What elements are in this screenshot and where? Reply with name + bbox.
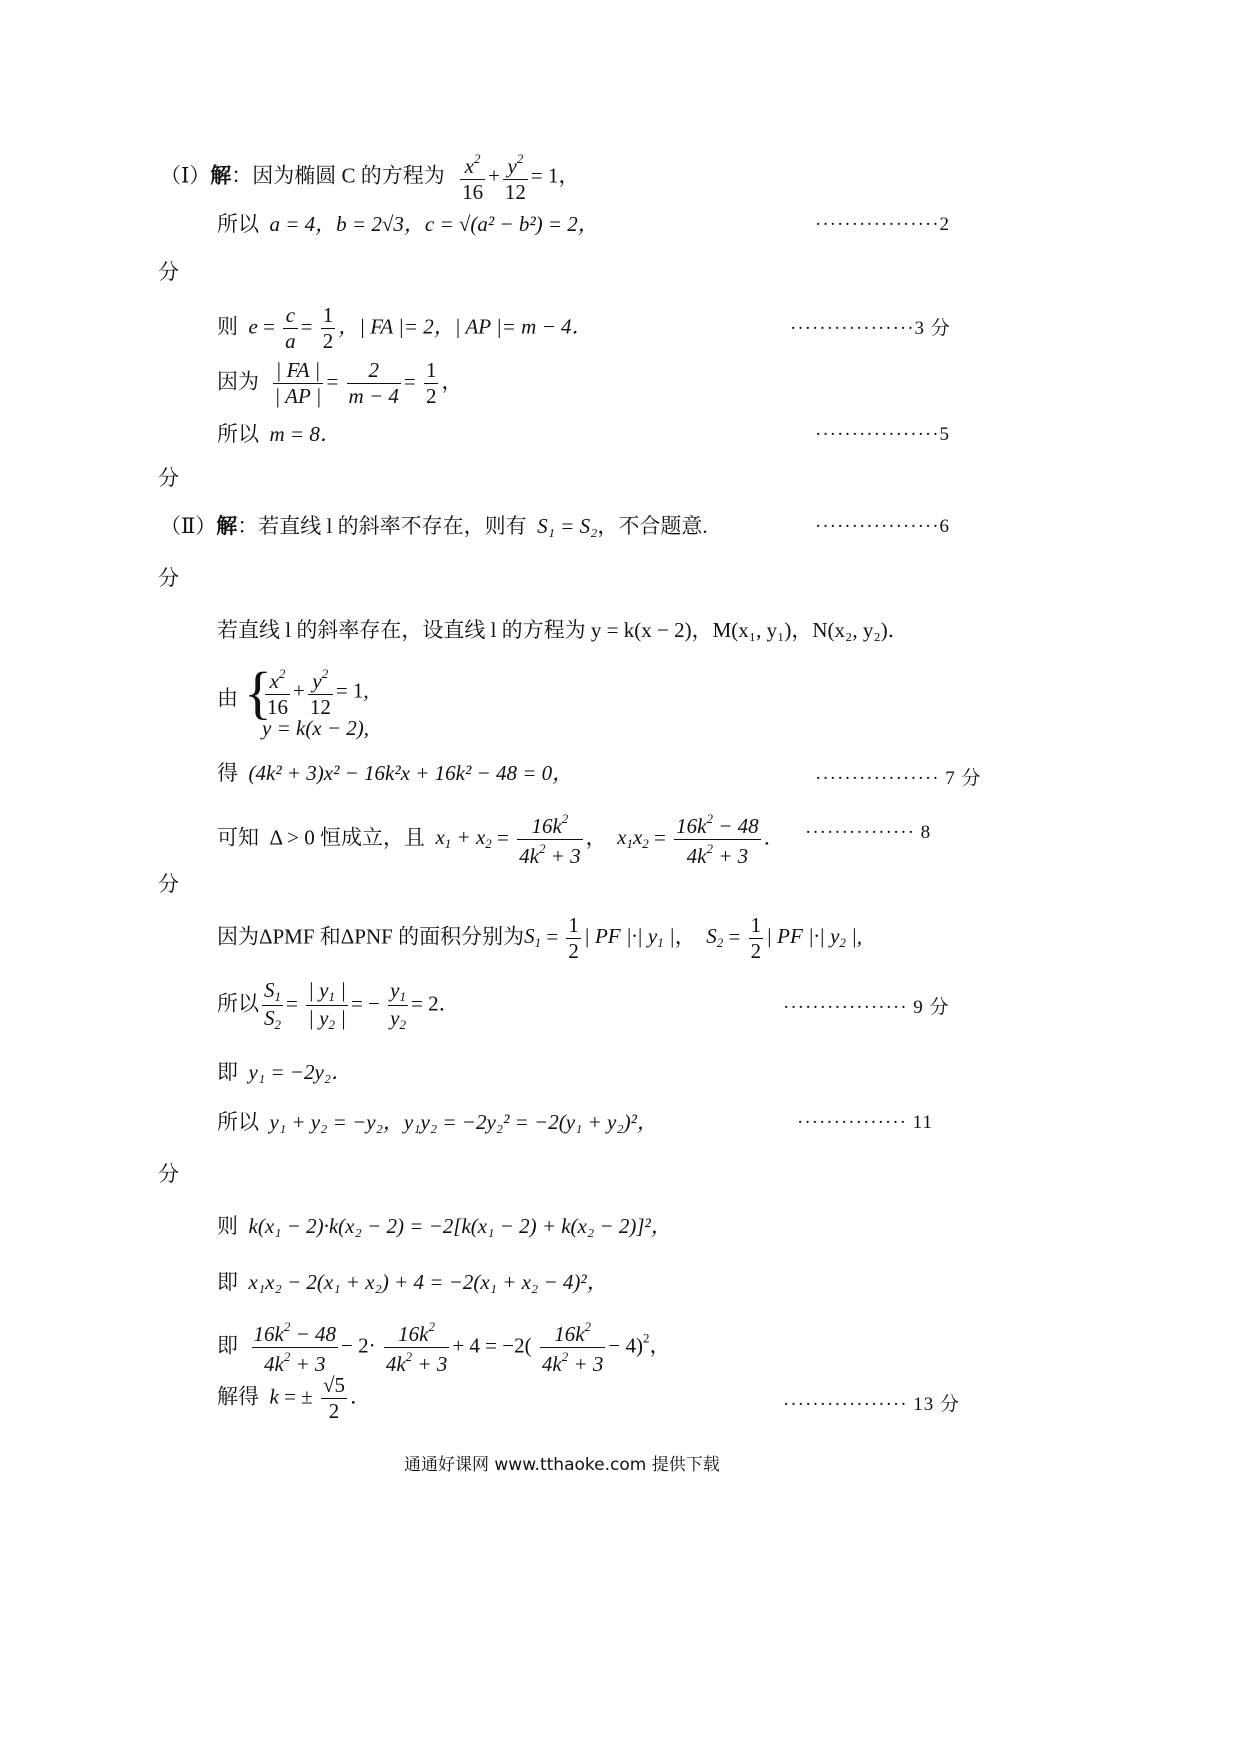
part2-line4-text: 得: [217, 761, 238, 785]
part2-line10-text: 则: [217, 1214, 238, 1238]
part2-line6: 因为ΔPMF 和ΔPNF 的面积分别为$S_1$ = $\frac{1}{2}$ | PF |·| $y_1$ |， $S_2$ = $\frac{1}{2}$ | PF |·| $y_2$ |,: [217, 913, 863, 963]
frac-prod-roots: $\frac{16k^2 - 48}{4k^2 + 3}$: [676, 811, 759, 868]
frac-l12-b: $\frac{16k^2}{4k^2 + 3}$: [385, 1319, 448, 1376]
part2-line2: 若直线 l 的斜率存在，设直线 l 的方程为 y = k(x − 2)，M(x₁, y₁)，N(x₂, y₂)．: [217, 618, 909, 642]
part1-line3: 则 e = $\frac{c}{a}$ = $\frac{1}{2}$ ，| FA |= 2，| AP |= m − 4．: [217, 303, 593, 353]
part1-heading: （Ⅰ）: [160, 163, 211, 188]
frac-abs-y: $\frac{| y_1 |}{| y_2 |}$: [308, 978, 346, 1032]
system-frac-y: $\frac{y^2}{12}$: [309, 666, 331, 719]
part2-line9-text: 所以: [217, 1110, 259, 1134]
frac-half-s2: $\frac{1}{2}$: [750, 913, 762, 963]
part2-line6-text: 因为ΔPMF 和ΔPNF 的面积分别为: [217, 924, 525, 949]
frac-sqrt5-2: $\frac{√5}{2}$: [322, 1373, 345, 1423]
part2-line10-math: k(x₁ − 2)·k(x₂ − 2) = −2[k(x₁ − 2) + k(x₂ − 2)]²，: [248, 1214, 672, 1238]
frac-y1-y2: $\frac{y_1}{y_2}$: [390, 978, 406, 1032]
part1-line4-text: 因为: [217, 369, 259, 394]
part2-line1-text: ：若直线 l 的斜率不存在，则有: [237, 514, 527, 538]
score-11: ··············· 11: [797, 1112, 933, 1133]
frac-c-a: $\frac{c}{a}$: [285, 303, 296, 353]
part1-line3-text: 则: [217, 314, 238, 339]
part2-line9-math: y₁ + y₂ = −y₂，y₁y₂ = −2y₂² = −2(y₁ + y₂)²，: [269, 1110, 658, 1134]
part1-line5-text: 所以: [217, 422, 259, 446]
part1-line3-math: ，| FA |= 2，| AP |= m − 4．: [338, 314, 593, 339]
score-6-wrap: 分: [158, 566, 179, 590]
footer-attribution: 通通好课网 www.tthaoke.com 提供下载: [404, 1455, 720, 1475]
frac-l12-c: $\frac{16k^2}{4k^2 + 3}$: [541, 1319, 604, 1376]
system-eq2: y = k(x − 2),: [262, 716, 370, 740]
part1-line4: 因为 $\frac{| FA |}{| AP |}$ = $\frac{2}{m - 4}$ = $\frac{1}{2}$ ，: [217, 358, 463, 408]
part2-line10: [217, 1216, 672, 1237]
part2-solve-label: 解: [216, 514, 238, 538]
system-eq1: $\frac{x^2}{16}$ + $\frac{y^2}{12}$ = 1,: [267, 666, 369, 719]
part1-line5: [217, 424, 341, 445]
part1-line1: （Ⅰ）解：因为椭圆 C 的方程为 $\frac{x^2}{16}$ + $\frac{y^2}{12}$ = 1，: [160, 151, 580, 204]
part2-line1-math: S₁ = S₂: [537, 514, 598, 538]
part2-line7-text: 所以: [217, 991, 259, 1016]
score-2: ·················2: [815, 214, 951, 235]
part2-line11-text: 即: [217, 1270, 238, 1294]
frac-2-m4: $\frac{2}{m - 4}$: [348, 358, 399, 408]
frac-one-half-1: $\frac{1}{2}$: [322, 303, 334, 353]
part2-line5-math: Δ > 0 恒成立，且: [269, 825, 425, 850]
part2-line9: [217, 1112, 658, 1133]
part2-line11: [217, 1272, 608, 1293]
score-9: ················· 9 分: [783, 997, 950, 1018]
score-3: ·················3 分: [790, 318, 951, 339]
score-5-wrap: 分: [158, 466, 179, 490]
score-7: ················· 7 分: [815, 768, 982, 789]
ellipse-frac-x: $\frac{x^2}{16}$: [462, 151, 484, 204]
part1-line2-math: a = 4，b = 2√3，c = √(a² − b²) = 2，: [269, 212, 599, 236]
part2-heading: （Ⅱ）: [160, 514, 217, 538]
ellipse-frac-y: $\frac{y^2}{12}$: [504, 151, 526, 204]
part2-line3-label: 由: [217, 686, 238, 710]
part1-line1-text: ：因为椭圆 C 的方程为: [231, 163, 445, 188]
part1-line4-end: ，: [441, 369, 463, 394]
part2-line8: [217, 1062, 352, 1083]
score-11-wrap: 分: [158, 1162, 179, 1186]
part1-solve-label: 解: [210, 163, 232, 188]
part2-line4: [217, 763, 573, 784]
part2-line12: 即 $\frac{16k^2 - 48}{4k^2 + 3}$ − 2· $\frac{16k^2}{4k^2 + 3}$ + 4 = −2( $\frac{16k^2}{4k^2 + 3}$ − 4)$^2$，: [217, 1319, 671, 1376]
part2-line1: [160, 516, 708, 537]
score-13: ················· 13 分: [783, 1394, 961, 1415]
part2-line5: 可知 Δ > 0 恒成立，且 $x_1 + x_2$ = $\frac{16k^2}{4k^2 + 3}$ ， $x_1x_2$ = $\frac{16k^2 - 48}{4k^2 + 3}$ ．: [217, 811, 785, 868]
score-8-wrap: 分: [158, 872, 179, 896]
part1-line5-math: m = 8．: [269, 422, 341, 446]
frac-one-half-2: $\frac{1}{2}$: [425, 358, 437, 408]
part2-line1-tail: ，不合题意.: [597, 514, 708, 538]
score-5: ·················5: [815, 424, 951, 445]
part2-line7: 所以 $\frac{S_1}{S_2}$ = $\frac{| y_1 |}{| y_2 |}$ = − $\frac{y_1}{y_2}$ = 2．: [217, 978, 460, 1032]
frac-l12-a: $\frac{16k^2 - 48}{4k^2 + 3}$: [253, 1319, 336, 1376]
frac-half-s1: $\frac{1}{2}$: [568, 913, 579, 963]
part2-line8-text: 即: [217, 1060, 238, 1084]
part2-line13-text: 解得: [217, 1384, 259, 1409]
score-2-wrap: 分: [158, 260, 179, 284]
part2-line13: 解得 k = ± $\frac{√5}{2}$ ．: [217, 1373, 371, 1423]
score-6: ·················6: [815, 516, 951, 537]
system-frac-x: $\frac{x^2}{16}$: [267, 666, 288, 719]
score-8: ··············· 8: [805, 822, 932, 843]
part1-line2-text: 所以: [217, 212, 259, 236]
part1-line2: [217, 214, 599, 235]
part2-line8-math: y₁ = −2y₂．: [248, 1060, 353, 1084]
frac-s1-s2: $\frac{S_1}{S_2}$: [264, 978, 281, 1032]
part2-line4-math: (4k² + 3)x² − 16k²x + 16k² − 48 = 0，: [248, 761, 574, 785]
part2-line11-math: x₁x₂ − 2(x₁ + x₂) + 4 = −2(x₁ + x₂ − 4)²，: [248, 1270, 608, 1294]
system-brace: {: [244, 660, 272, 725]
part2-line12-text: 即: [217, 1333, 238, 1358]
frac-fa-ap: $\frac{| FA |}{| AP |}$: [274, 358, 322, 408]
frac-sum-roots: $\frac{16k^2}{4k^2 + 3}$: [519, 811, 581, 868]
part2-line5-text: 可知: [217, 825, 259, 850]
